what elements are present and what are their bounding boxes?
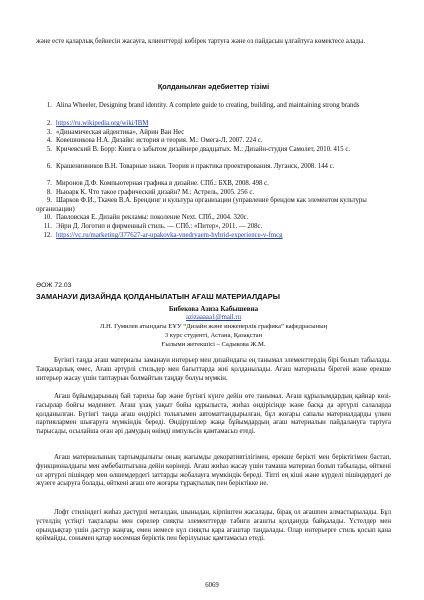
reference-item: [36, 120, 396, 129]
reference-number: 10.: [43, 214, 52, 221]
reference-item: [36, 223, 396, 232]
body-paragraph-3: Ағаш материалының тартымдылығы оның жағымды декоративтілігімен, ерекше берікті мен беріктігімен бастап, функционалдығы мен әмбебаптығына дейін көрінеді. Ағаш жиһаз жасау үшін тамаша материал болып табылады, өйткені ол әртүрлі пішіндер мен өлшемдердегі заттарды жобалауға мүмкіндік береді. Тіпті ең кіші және күрделі пішіндердегі де жүзеге асыруға болады, өйткені ағаш өте жоғары тұрақтылық пен беріктікке ие.: [36, 454, 391, 488]
affiliation-line-2: 3 курс студенті, Астана, Қазақстан: [164, 332, 263, 339]
reference-number: 4.: [46, 137, 52, 144]
article-title: ЗАМАНАУИ ДИЗАЙНДА ҚОЛДАНЫЛАТЫН АҒАШ МАТЕРИАЛДАРЫ: [36, 292, 280, 301]
intro-tail-paragraph: және есте қаларлық бейнесін жасауға, клиенттерді көбірек тартуға және оз пайдасын ұлғайтуға көмектесе алады.: [36, 38, 366, 45]
reference-number: 8.: [46, 189, 52, 196]
reference-link[interactable]: https://ru.wikipedia.org/wiki/IBM: [56, 120, 149, 127]
reference-text: Ковешникова Н.А. Дизайн: история и теория. М.: Омега-Л, 2007. 224 с.: [56, 137, 263, 144]
reference-number: 11.: [43, 223, 52, 230]
reference-text: Павловская Е. Дизайн рекламы: поколение Next. СПб., 2004. 320с.: [56, 214, 249, 221]
reference-text: Эйри Д. Логотип и фирменный стиль. — СПб.: «Питер», 2011. — 208с.: [56, 223, 263, 230]
reference-number: 12.: [43, 232, 52, 239]
reference-text: Кричевский В. Борр: Книга о забытом дизайнере двадцатых. М.: Дизайн-студия Самолет, 2010. 415 с.: [56, 146, 351, 153]
reference-item: [36, 180, 396, 189]
reference-item: [36, 163, 396, 172]
reference-item: [36, 197, 396, 214]
reference-number: 6.: [46, 163, 52, 170]
supervisor-line: Ғылыми жетекшісі – Садыкова Ж.М.: [161, 341, 266, 348]
udc-code: ӘОЖ 72.03: [36, 282, 72, 289]
reference-number: 7.: [46, 180, 52, 187]
body-paragraph-1: Бүгінгі таңда ағаш материалы заманауи интерьер мен дизайндағы ең танымал элементтердің бірі болып табылады. Таңқаларлық емес, Ағаш әртүрлі стильдер мен бағыттарда жиі қолданылады. Ағаш материалы бірегей және ерекше интерьер жасау үшін таптаурын болмайтын таңдау болуы мүмкін.: [36, 357, 391, 382]
reference-item: [36, 146, 396, 155]
reference-item: [36, 232, 396, 241]
reference-number: 3.: [46, 129, 52, 136]
reference-item: [36, 102, 396, 111]
affiliation-line-1: Л.Н. Гумилев атындағы ЕҰУ “Дизайн және инженерлік графика” кафедрасының: [99, 323, 328, 330]
author-name: Бибекова Азиза Кабышевна: [168, 305, 259, 313]
reference-text: Миронов Д.Ф. Компьютерная графика в дизайне. СПб.: БХВ, 2008. 498 с.: [56, 180, 269, 187]
reference-number: 2.: [46, 120, 52, 127]
author-email-link[interactable]: azizaaaaa1@mail.ru: [185, 314, 242, 321]
reference-text: Шарков Ф.И., Ткачев В.А. Брендинг и культура организации (управление брендом как элементом культуры организации): [36, 197, 367, 213]
reference-text: Крашенинников В.Н. Товарные знаки. Теория и практика проектирования. Луганск, 2008. 144 с.: [56, 163, 335, 170]
reference-text: Ньюарк К. Что такое графический дизайн? М.: Астрель, 2005. 256 с.: [56, 189, 255, 196]
reference-link[interactable]: https://vc.ru/marketing/377627-ar-upakovka-vnedryaem-hybrid-experience-v-fmcg: [56, 232, 283, 239]
reference-number: 5.: [46, 146, 52, 153]
body-paragraph-2: Ағаш бұйымдарының бай тарихы бар және бүгінгі күнге дейін өте танымал. Ағаш құрылымдардың қайнар көзі-ғасырлар бойғы мәдениет. Ағаш ұзақ уақыт бойы құрылыста, жиһаз өндірісінде және басқа да әртүрлі салаларда қолданылған. Бүгінгі таңда ағаш өндірісі толығымен автоматтандырылған, бұл жоғары сапалы материалдарды үлкен партиялармен шығаруға мүмкіндік береді. Өндірушілер жаңа бұйымдардың ағаш материалын пайдалануға тартуға тырысады, осылайша оған әрі дамудың өнімді импульсін қамтамасыз етеді.: [36, 393, 391, 436]
reference-text: Alina Wheeler, Designing brand identity. A complete guide to creating, building, and maintaining strong brands: [56, 102, 360, 109]
reference-item: [36, 214, 396, 223]
reference-item: [36, 137, 396, 146]
page-number: 6069: [205, 582, 219, 589]
body-paragraph-4: Лофт стиліндегі жиһаз дәстүрлі металдан, шыныдан, кірпіштен жасалады, бірақ ол ағашпен алмастырылады. Бұл үстелдің үстіңгі тақталары мен сөрелер сияқты элементтерде табиғи ағашты қолдануда байқалады. Үстелдер мен орындықтар үшін дәстүр жаңғақ, емен немесе күл сияқты қара ағаштар таңдалады. Олар интерьерге стиль қосып қана қоймайды, сонымен қатар көсемная беріктік пен берілуынас қамтамасыз етеді.: [36, 509, 391, 543]
references-heading: Қолданылған әдебиеттер тізімі: [157, 82, 270, 91]
reference-text: «Динамическая айдентика», Айрин Ван Нес: [56, 129, 185, 136]
reference-number: 1.: [46, 102, 52, 109]
reference-number: 9.: [46, 197, 52, 204]
